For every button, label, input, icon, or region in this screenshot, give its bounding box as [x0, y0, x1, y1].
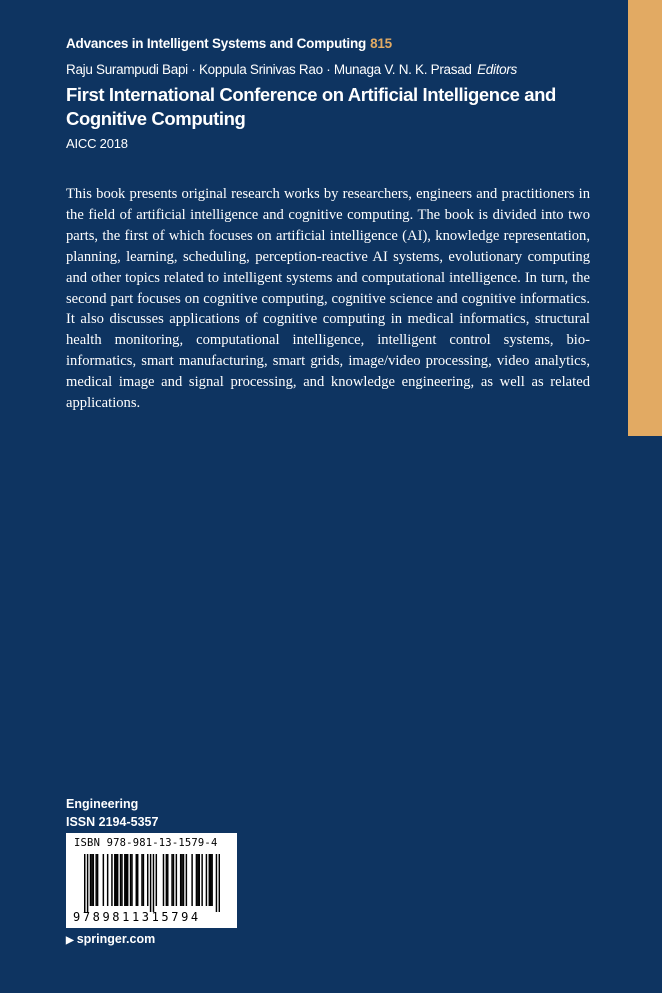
barcode-bar	[156, 854, 157, 906]
series-name: Advances in Intelligent Systems and Computing	[66, 36, 367, 51]
barcode-bar	[136, 854, 137, 906]
editors-names: Raju Surampudi Bapi · Koppula Srinivas Rao · Munaga V. N. K. Prasad	[66, 62, 472, 77]
barcode-bar	[197, 854, 198, 906]
barcode-bar	[166, 854, 167, 906]
barcode-bar	[107, 854, 108, 906]
editors-line	[66, 62, 517, 77]
barcode-bar	[201, 854, 202, 906]
issn-label: ISSN 2194-5357	[66, 815, 159, 829]
barcode-bar	[95, 854, 96, 906]
barcode-bar	[124, 854, 125, 906]
barcode-bar	[210, 854, 211, 906]
barcode-bar	[117, 854, 118, 906]
barcode-bar	[150, 854, 151, 912]
barcode-bar	[167, 854, 168, 906]
book-description: This book presents original research works by researchers, engineers and practitioners in the field of artificial intelligence and cognitive computing. The book is divided into two parts, the first of which focuses on artificial intelligence (AI), knowledge representation, planning, learning, scheduling, perception-reactive AI systems, evolutionary computing and other topics related to intelligent systems and computational intelligence. In turn, the second part focuses on cognitive computing, cognitive science and cognitive informatics. It also discusses applications of cognitive computing in medical informatics, structural health monitoring, computational intelligence, intelligent control systems, bio-informatics, smart manufacturing, smart grids, image/video processing, video analytics, medical image and signal processing, and knowledge engineering, as well as related applications.	[66, 186, 590, 412]
isbn-label: ISBN 978-981-13-1579-4	[74, 837, 218, 849]
barcode-bar	[176, 854, 177, 906]
barcode-bar	[209, 854, 210, 906]
barcode-bar	[180, 854, 181, 906]
barcode-bar	[216, 854, 217, 912]
barcode-bar	[219, 854, 220, 912]
barcode-bar	[183, 854, 184, 906]
barcode-bar	[153, 854, 154, 912]
barcode-bar	[171, 854, 172, 906]
barcode-bar	[199, 854, 200, 906]
barcode-bar	[126, 854, 127, 906]
barcode-bar	[181, 854, 182, 906]
barcode-bar	[131, 854, 132, 906]
publisher-url: springer.com	[76, 932, 156, 946]
publisher-link[interactable]	[66, 932, 155, 946]
barcode-bar	[130, 854, 131, 906]
barcode-bar	[87, 854, 88, 912]
barcode-bar	[93, 854, 94, 906]
triangle-right-icon: ▶	[66, 935, 74, 946]
barcode	[66, 833, 237, 928]
series-number: 815	[370, 36, 392, 51]
subject-label: Engineering	[66, 797, 139, 811]
barcode-bar	[115, 854, 116, 906]
barcode-bar	[141, 854, 142, 906]
barcode-bar	[127, 854, 128, 906]
barcode-bar	[121, 854, 122, 906]
barcode-bar	[120, 854, 121, 906]
barcode-bar	[173, 854, 174, 906]
subject-block	[66, 795, 158, 831]
barcode-bar	[91, 854, 92, 906]
barcode-bar	[211, 854, 212, 906]
barcode-bar	[84, 854, 85, 912]
barcode-bar	[97, 854, 98, 906]
barcode-bar	[114, 854, 115, 906]
barcode-bar	[163, 854, 164, 906]
barcode-bar	[196, 854, 197, 906]
barcode-bars	[84, 854, 220, 912]
barcode-bar	[186, 854, 187, 906]
barcode-bar	[147, 854, 148, 906]
barcode-bar	[206, 854, 207, 906]
ean-digits: 9789811315794	[73, 910, 201, 924]
barcode-bar	[137, 854, 138, 906]
accent-stripe	[628, 0, 662, 436]
series-heading	[66, 36, 392, 51]
book-subtitle: AICC 2018	[66, 136, 128, 151]
barcode-bar	[90, 854, 91, 906]
barcode-bar	[143, 854, 144, 906]
barcode-bar	[103, 854, 104, 906]
editors-role: Editors	[477, 62, 518, 77]
book-title: First International Conference on Artificial Intelligence and Cognitive Computing	[66, 84, 556, 129]
barcode-bar	[191, 854, 192, 906]
barcode-bar	[111, 854, 112, 906]
